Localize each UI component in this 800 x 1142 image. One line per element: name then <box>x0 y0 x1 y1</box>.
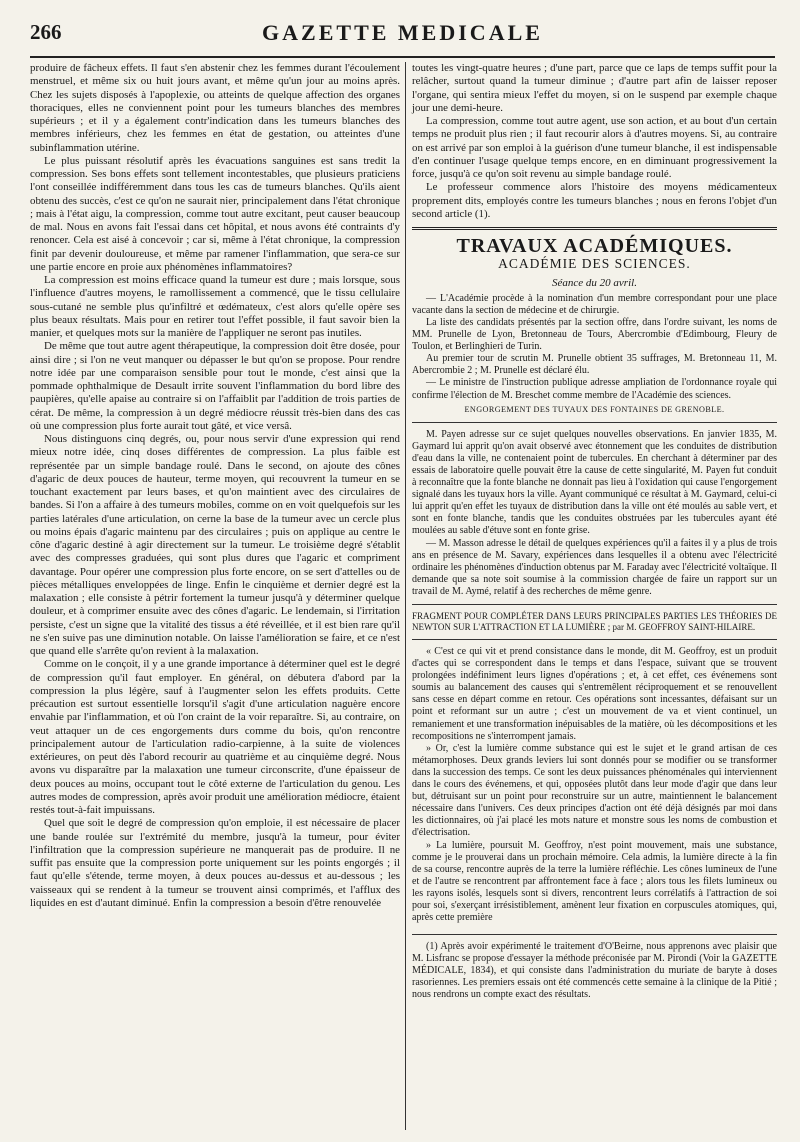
section-title: TRAVAUX ACADÉMIQUES. <box>456 235 733 257</box>
paragraph: La liste des candidats présentés par la section offre, dans l'ordre suivant, les noms de MM. Prunelle de Lyon, Bretonneau de Tours, Abercrombie d'Edimbourg, Fleury de Toulon, et Berlinghieri de Turin. <box>412 316 777 353</box>
left-column <box>30 62 400 910</box>
heading-rule <box>412 639 777 640</box>
column-divider <box>405 62 406 1130</box>
paragraph: Le professeur commence alors l'histoire des moyens médicamenteux proprement dits, employés contre les tumeurs blanches ; nous en ferons l'objet d'un second article (1). <box>412 181 777 220</box>
paragraph: M. Payen adresse sur ce sujet quelques nouvelles observations. En janvier 1835, M. Gaymard lui apprit qu'on avait observé avec étonnement que les conduites de distribution d'eau dans la ville, ne contenaient point de tubercules. En cherchant à déterminer par des essais de laboratoire quelle pouvait être la cause de cette singularité, M. Payen fut conduit à reconnaître que la fonte blanche ne donnait pas lieu à l'oxidation qui cause l'engorgement signalé dans les tuyaux hors la ville. Ayant communiqué ce résultat à M. Gaymard, celui-ci lui apprit qu'en effet les tuyaux de distribution dans la ville ont été moulés au sable vert, et sont en fonte blanche, tandis que les conduites obstruées par les tubercules ayant été moulées au sable d'étuve sont en fonte grise. <box>412 428 777 537</box>
subsection-title: ACADÉMIE DES SCIENCES. <box>498 256 691 272</box>
paragraph: toutes les vingt-quatre heures ; d'une part, parce que ce laps de temps suffit pour la relâcher, surtout quand la tumeur diminue ; d'autre part afin de laisser reposer l'organe, qui sentira mieux l'effet du moyen, si on le suspend par exemple chaque jour une demi-heure. <box>412 62 777 114</box>
journal-title: GAZETTE MEDICALE <box>262 20 543 45</box>
paragraph: » Or, c'est la lumière comme substance qui est le sujet et le grand artisan de ces métamorphoses. Deux grands leviers lui sont donnés pour se modifier ou se transformer dans la succession des temps. Ce sont les deux puissances phénoménales qui interviennent dans le cours des événemens, et qui, opposées plutôt dans leur mode d'agir que dans leur but, détruisant sur un point pour reconstruire sur un autre, maintiennent le balancement nécessaire dans l'univers. Ces deux principes d'action ont été déjà désignés par moi dans les dictionnaires, où j'ai placé les mots nature et monstre sous les noms de combustion et d'électrisation. <box>412 742 777 839</box>
page-header <box>30 14 775 58</box>
section-rule <box>412 227 777 230</box>
article-heading: FRAGMENT POUR COMPLÉTER DANS LEURS PRINCIPALES PARTIES LES THÉORIES DE NEWTON SUR L'ATTRACTION ET LA LUMIÈRE ; par M. GEOFFROY SAINT-HILAIRE. <box>412 611 777 632</box>
footnote-rule <box>412 934 777 935</box>
paragraph: — Le ministre de l'instruction publique adresse ampliation de l'ordonnance royale qui confirme l'élection de M. Breschet comme membre de l'Académie des sciences. <box>412 377 777 401</box>
paragraph: La compression, comme tout autre agent, use son action, et au bout d'un certain temps ne produit plus rien ; il faut recourir alors à d'autres moyens. Si, au contraire on est arrivé par son emploi à la guérison d'une tumeur blanche, il est indispensable d'en continuer l'usage quelque temps encore, en en diminuant progressivement la force, jusqu'à ce qu'on soit revenu au simple bandage roulé. <box>412 115 777 180</box>
paragraph: Quel que soit le degré de compression qu'on emploie, il est nécessaire de placer une bande roulée sur l'extrémité du membre, jusqu'à la tumeur, pour éviter l'infiltration que la compression supérieure ne manquerait pas de produire. Il ne suffit pas ensuite que la compression porte uniquement sur les points engorgés ; il faut qu'elle s'étende, terme moyen, à deux pouces au-dessus et au-dessous ; les vaisseaux qui se rendent à la tumeur se trouvent ainsi comprimés, et l'afflux des liquides en est d'autant diminué. Enfin la compression a besoin d'être renouvelée <box>30 817 400 909</box>
paragraph: » La lumière, poursuit M. Geoffroy, n'est point mouvement, mais une substance, comme je le prouverai dans un prochain mémoire. Cela admis, la lumière directe à la fin de sa course, rencontre auprès de la terre la lumière réfléchie. Les cônes lumineux de l'une et de l'autre se rencontrent par affrontement face à face ; alors tous les filets lumineux ou les rayons isolés, lesquels sont si divers, rencontrent leurs corrélatifs à l'attraction de soi pour soi, s'exerçant irrésistiblement, amènent leur fixation en corpuscules atomiques, qui, après cette première <box>412 839 777 924</box>
paragraph: De même que tout autre agent thérapeutique, la compression doit être dosée, pour ainsi dire ; si l'on ne veut manquer ou dépasser le but qu'on se propose. Pour rendre notre idée par une comparaison sensible pour tout le monde, c'est ainsi que la pommade ophthalmique de Desault irrite souvent l'inflammation du bord libre des paupières, qu'elle apaise au contraire si on l'affaiblit par l'addition de trois parties de cérat. De même, la compression à un degré médiocre réussit très-bien dans des cas où une compression plus forte aurait tout gâté, et vice versâ. <box>30 340 400 432</box>
heading-rule <box>412 604 777 605</box>
academy-notes <box>412 293 777 1001</box>
right-column <box>412 62 777 1001</box>
paragraph: — L'Académie procède à la nomination d'un membre correspondant pour une place vacante dans la section de médecine et de chirurgie. <box>412 292 777 316</box>
paragraph: Au premier tour de scrutin M. Prunelle obtient 35 suffrages, M. Bretonneau 11, M. Abercrombie 2 ; M. Prunelle est déclaré élu. <box>412 353 777 377</box>
paragraph: La compression est moins efficace quand la tumeur est dure ; mais lorsque, sous l'influence d'autres moyens, le ramollissement a commencé, que le tissu cellulaire sous-cutané ne semble plus qu'infiltré et œdémateux, c'est alors qu'elle opère ses plus beaux résultats. Mais pour en retirer tout l'effet possible, il faut savoir bien la manier, et quelques mots sur la manière de l'appliquer ne seront pas inutiles. <box>30 274 400 339</box>
heading-rule <box>412 422 777 423</box>
paragraph: produire de fâcheux effets. Il faut s'en abstenir chez les femmes durant l'écoulement menstruel, et même six ou huit jours avant, et même qu'un jour au moins après. Chez les sujets disposés à l'apoplexie, ou atteints de quelque affection des organes thoraciques, elles ne conviennent point pour les tumeurs blanches des membres supérieurs ; et il y a également contr'indication dans les tumeurs blanches des membres inférieurs, chez les femmes en état de gestation, ou atteintes d'une subinflammation utérine. <box>30 62 400 154</box>
session-date: Séance du 20 avril. <box>552 276 637 289</box>
paragraph: Le plus puissant résolutif après les évacuations sanguines est sans tredit la compression. Ses bons effets sont tellement incontestables, que plusieurs praticiens l'ont conseillée indifféremment dans tous les cas de tumeurs blanches. Qu'ils aient obtenu des succès, c'est ce qu'on ne saurait nier, principalement dans l'état chronique ; mais à l'état aigu, la compression, comme tout autre excitant, peut causer beaucoup de mal. Nous en avons fait l'essai dans cet hôpital, et nous avons été contraints d'y renoncer. Cela est aisé à concevoir ; car si, même à l'état chronique, la compression finit par devenir douloureuse, et même par ramener l'inflammation, que sera-ce sur une partie encore en proie aux phénomènes inflammatoires? <box>30 154 400 273</box>
page-number: 266 <box>30 20 62 44</box>
paragraph: — M. Masson adresse le détail de quelques expériences qu'il a faites il y a plus de trois ans en présence de M. Savary, expériences dans lesquelles il a obtenu avec l'électricité ordinaire les phénomènes d'induction obtenus par M. Faraday avec l'électricité voltaïque. Il demande que sa note soit soumise à la commission chargée de faire un rapport sur un travail de M. Aymé, relatif à des recherches de même genre. <box>412 537 777 597</box>
article-heading: ENGORGEMENT DES TUYAUX DES FONTAINES DE GRENOBLE. <box>464 404 725 414</box>
footnote: (1) Après avoir expérimenté le traitement d'O'Beirne, nous apprenons avec plaisir que M. Lisfranc se propose d'essayer la méthode préconisée par M. Pirondi (Voir la GAZETTE MÉDICALE, 1834), et qui consiste dans l'administration du muriate de baryte à doses rasoriennes. Les premiers essais ont été commencés cette semaine à la clinique de la Pitié ; nous rendrons un compte exact des résultats. <box>412 941 777 1001</box>
paragraph: Comme on le conçoit, il y a une grande importance à déterminer quel est le degré de compression qu'il faut employer. En général, on débutera d'abord par la compression la plus légère, sauf à l'augmenter selon les effets produits. Cette précaution est surtout essentielle lorsqu'il s'agit d'une articulation naguère encore envahie par l'inflammation, et où l'on craint de la voir reparaître. Si, au contraire, on veut attaquer un de ces engorgements durs comme du bois, qu'on rencontre principalement autour de l'articulation radio-carpienne, à la suite de violences extérieures, on peut dès l'abord recourir au quatrième et au cinquième degré. Nous avons vu disparaître par la malaxation une tumeur circonscrite, d'une épaisseur de deux pouces au moins, occupant tout le côté externe de l'articulation du genou. Les autres modes de compression, après avoir produit une amélioration médiocre, étaient restés tout-à-fait impuissans. <box>30 658 400 816</box>
paragraph: Nous distinguons cinq degrés, ou, pour nous servir d'une expression qui rend mieux notre idée, cinq doses différentes de compression. La plus faible est représentée par un simple bandage roulé. Dans le second, on ajoute des cônes d'agaric de deux pouces de hauteur, terme moyen, qui recouvrent la tumeur en se touchant exactement par leurs bases, et qu'on maintient avec des circulaires de bandes. Si l'on a affaire à des tumeurs mobiles, comme on en voit quelquefois sur les parties latérales d'une articulation, on cerne la base de la tumeur avec un cercle plus ou moins épais d'agaric maintenu par des circulaires ; puis on applique au centre le cône d'agaric destiné à agir directement sur la tumeur. Le troisième degré s'établit avec des compresses graduées, qui sont plus dures que l'agaric et compriment davantage. Pour opérer une compression plus forte encore, on se sert d'attelles ou de pièces métalliques enveloppées de linge. Enfin le cinquième et dernier degré est la malaxation ; elle consiste à pétrir fortement la tumeur jusqu'à y déterminer quelque douleur, et à comprimer ensuite avec des cônes d'agaric. Le lendemain, si l'irritation persiste, c'est un signe que la vitalité des tissus a été réveillée, et il est bien rare qu'il ne s'en suive pas une diminution notable. On laisse l'amélioration se faire, et ce n'est que quand elle s'arrête qu'on revient à la malaxation. <box>30 433 400 657</box>
paragraph: « C'est ce qui vit et prend consistance dans le monde, dit M. Geoffroy, est un produit d'actes qui se correspondent dans le temps et dans l'espace, suivant que se trouvent prolongées indéfiniment leurs lignes d'opérations ; et, à cet effet, ces événemens sont soumis au balancement des causes qui s'entremêlent réciproquement et se renouvellent sans cesse en départ comme en retour. Ces opérations sont incessantes, défaisant sur un point et reformant sur un autre ; c'est un mouvement de va et vient continuel, un remaniement et une transformation inépuisables de la matière, où les décompositions et les recompositions ne s'interrompent jamais. <box>412 646 777 742</box>
